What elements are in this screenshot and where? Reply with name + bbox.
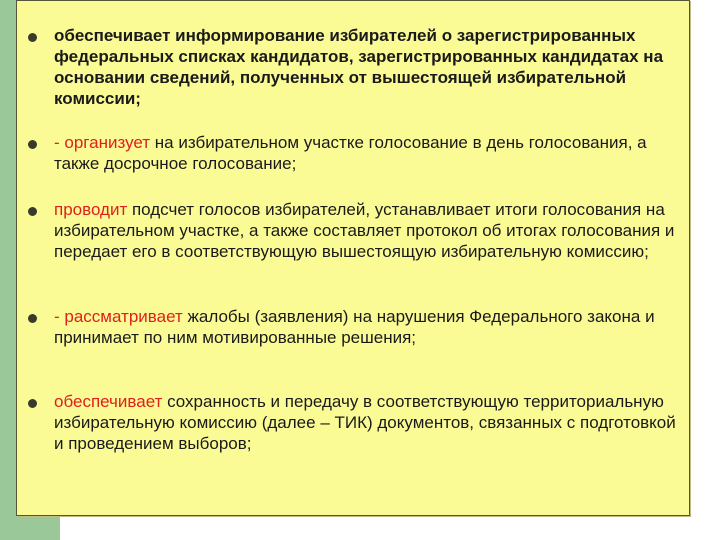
bullet-dot-icon [28,33,37,42]
item-body: на избирательном участке голосование в день голосования, а также досрочное голосование; [54,133,647,173]
item-text [54,132,684,174]
item-text [54,199,684,262]
bullet-dot-icon [28,314,37,323]
slide-content-box [16,0,690,516]
bullet-dot-icon [28,140,37,149]
item-text [54,306,684,348]
item-keyword: - организует [54,133,151,152]
item-body: сохранность и передачу в соответствующую территориальную избирательную комиссию (далее – ТИК) документов, связанных с подготовкой и проведением выборов; [54,392,676,453]
bullet-dot-icon [28,207,37,216]
item-text [54,391,684,454]
item-body: подсчет голосов избирателей, устанавливает итоги голосования на избирательном участке, а также составляет протокол об итогах голосования и передает его в соответствующую вышестоящую избирательную комиссию; [54,200,675,261]
item-text [54,25,684,109]
item-keyword: обеспечивает [54,392,163,411]
item-body: обеспечивает информирование избирателей о зарегистрированных федеральных списках кандидатов, зарегистрированных кандидатах на основании сведений, полученных от вышестоящей избирательной комиссии; [54,26,664,108]
item-keyword: проводит [54,200,128,219]
item-keyword: - рассматривает [54,307,183,326]
bullet-dot-icon [28,399,37,408]
item-body: жалобы (заявления) на нарушения Федерального закона и принимает по ним мотивированные решения; [54,307,655,347]
